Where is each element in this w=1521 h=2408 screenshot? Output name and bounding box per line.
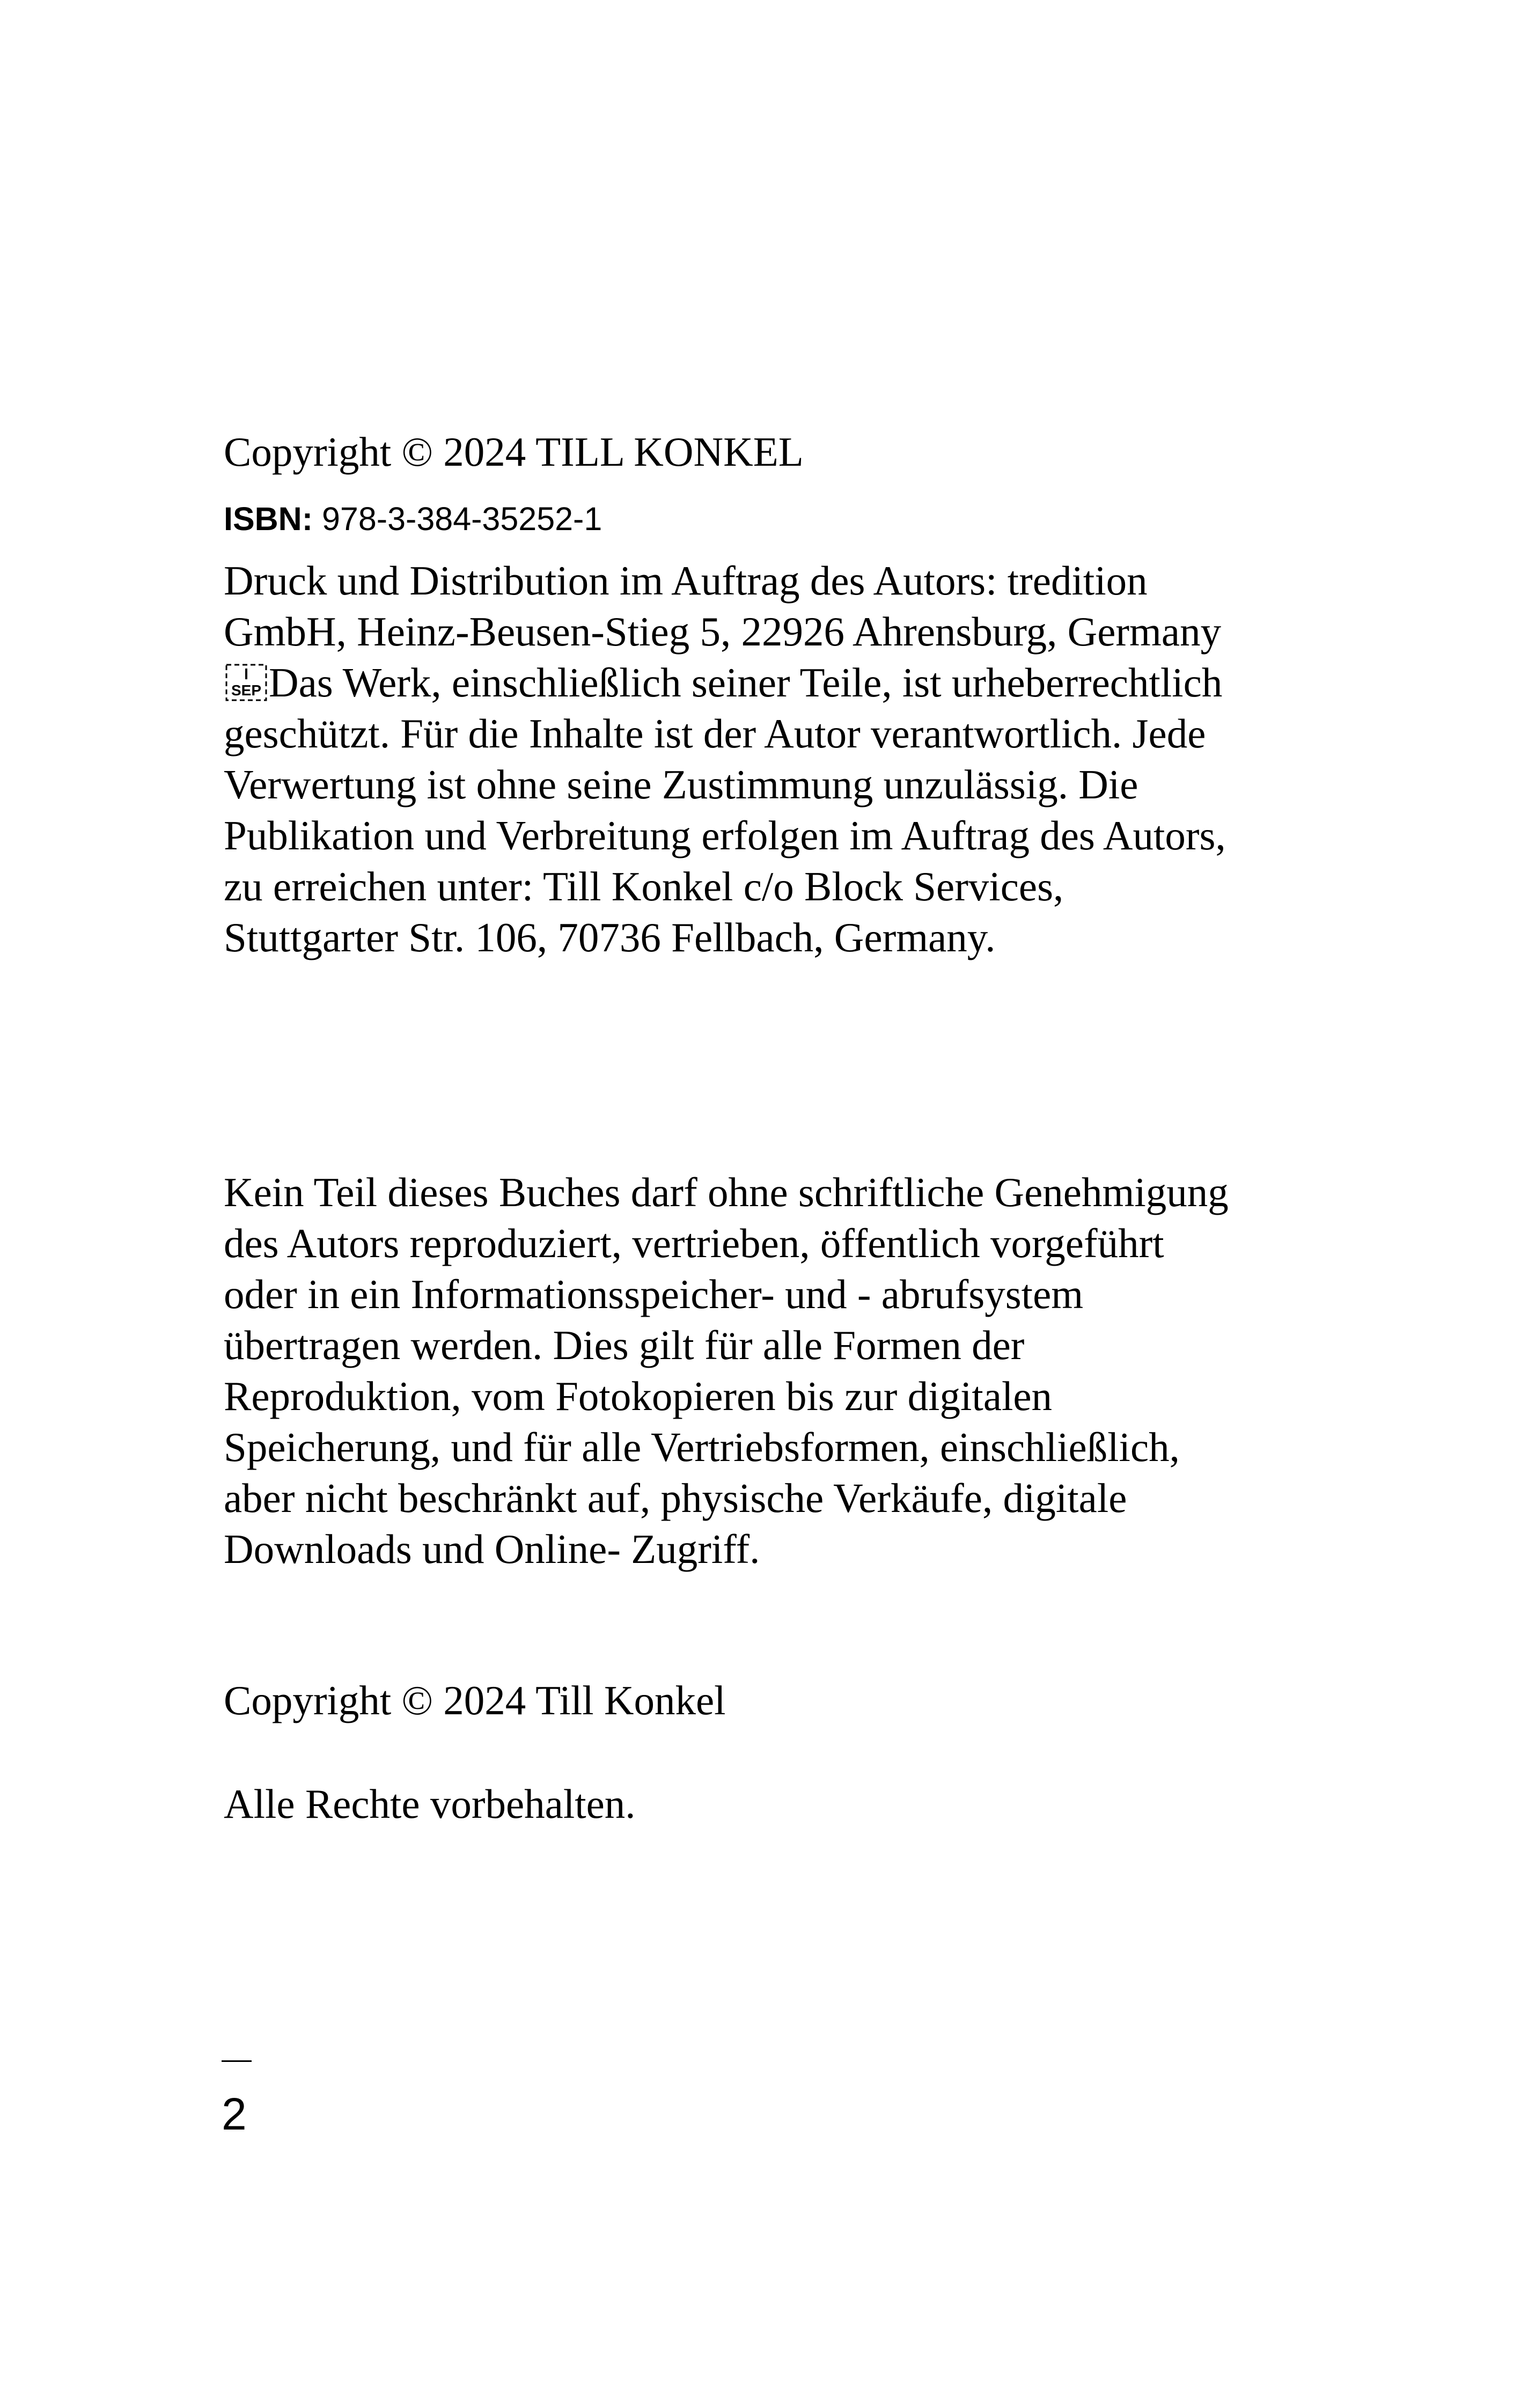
footer-rule: [222, 2060, 252, 2062]
separator-control-glyph-icon: [225, 663, 268, 702]
separator-glyph-label: SEP: [231, 682, 262, 699]
imprint-text-part2: Das Werk, einschließlich seiner Teile, ist urheberrechtlich geschützt. Für die Inhalte ist der Autor verantwortlich. Jede Verwertung ist ohne seine Zustimmung unzulässig. Die Publikation und Verbreitung erfolgen im Auftrag des Autors, zu erreichen unter: Till Konkel c/o Block Services, Stuttgarter Str. 106, 70736 Fellbach, Germany.: [224, 659, 1226, 960]
isbn-value: 978-3-384-35252-1: [313, 501, 602, 537]
imprint-paragraph: [224, 555, 1243, 963]
isbn-label: ISBN:: [224, 501, 313, 537]
isbn-line: [224, 499, 1243, 539]
imprint-text-part1: Druck und Distribution im Auftrag des Autors: tredition GmbH, Heinz-Beusen-Stieg 5, 22926 Ahrensburg, Germany: [224, 557, 1222, 655]
rights-notice-paragraph: Kein Teil dieses Buches darf ohne schriftliche Genehmigung des Autors reproduziert, vertrieben, öffentlich vorgeführt oder in ein Informationsspeicher- und - abrufsystem übertragen werden. Dies gilt für alle Formen der Reproduktion, vom Fotokopieren bis zur digitalen Speicherung, und für alle Vertriebsformen, einschließlich, aber nicht beschränkt auf, physische Verkäufe, digitale Downloads und Online- Zugriff.: [224, 1169, 1229, 1572]
page-number: 2: [222, 2089, 247, 2139]
copyright-line: Copyright © 2024 TILL KONKEL: [224, 429, 804, 475]
rights-reserved-line: Alle Rechte vorbehalten.: [224, 1781, 636, 1827]
copyright-line-bottom: Copyright © 2024 Till Konkel: [224, 1677, 726, 1723]
